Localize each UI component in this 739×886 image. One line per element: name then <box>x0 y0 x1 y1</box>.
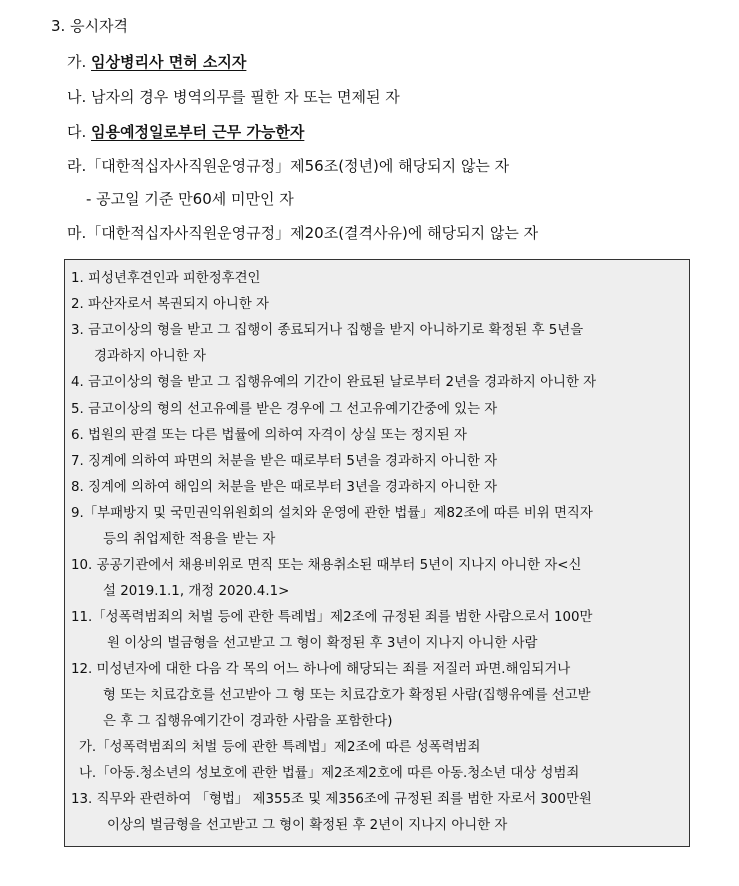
item-da-prefix: 다. <box>67 123 92 141</box>
box-line: 10. 공공기관에서 채용비위로 면직 또는 채용취소된 때부터 5년이 지나지 아니한 자<신 <box>71 558 582 573</box>
box-line: 형 또는 치료감호를 선고받아 그 형 또는 치료감호가 확정된 사람(집행유예를 선고받 <box>103 688 591 703</box>
item-ga <box>67 53 246 71</box>
section-title: 3. 응시자격 <box>51 17 129 35</box>
box-line: 설 2019.1.1, 개정 2020.4.1> <box>103 584 290 599</box>
box-line: 등의 취업제한 적용을 받는 자 <box>103 532 276 547</box>
box-line: 1. 피성년후견인과 피한정후견인 <box>71 271 261 286</box>
item-ma: 마.「대한적십자사직원운영규정」제20조(결격사유)에 해당되지 않는 자 <box>67 224 539 242</box>
box-line: 3. 금고이상의 형을 받고 그 집행이 종료되거나 집행을 받지 아니하기로 확정된 후 5년을 <box>71 323 584 338</box>
box-line: 이상의 벌금형을 선고받고 그 형이 확정된 후 2년이 지나지 아니한 자 <box>107 818 508 833</box>
item-da-text: 임용예정일로부터 근무 가능한자 <box>91 123 305 141</box>
box-line: 은 후 그 집행유예기간이 경과한 사람을 포함한다) <box>103 714 393 729</box>
item-ra-sub: - 공고일 기준 만60세 미만인 자 <box>86 190 294 208</box>
box-line: 경과하지 아니한 자 <box>94 349 206 364</box>
box-line: 6. 법원의 판결 또는 다른 법률에 의하여 자격이 상실 또는 정지된 자 <box>71 428 467 443</box>
box-line: 9.「부패방지 및 국민권익위원회의 설치와 운영에 관한 법률」제82조에 따른 비위 면직자 <box>71 506 593 521</box>
box-line: 12. 미성년자에 대한 다음 각 목의 어느 하나에 해당되는 죄를 저질러 파면.해임되거나 <box>71 662 571 677</box>
box-line: 8. 징계에 의하여 해임의 처분을 받은 때로부터 3년을 경과하지 아니한 자 <box>71 480 498 495</box>
box-line: 11.「성폭력범죄의 처벌 등에 관한 특례법」제2조에 규정된 죄를 범한 사람으로서 100만 <box>71 610 593 625</box>
box-line: 4. 금고이상의 형을 받고 그 집행유예의 기간이 완료된 날로부터 2년을 경과하지 아니한 자 <box>71 375 597 390</box>
box-line: 나.「아동.청소년의 성보호에 관한 법률」제2조제2호에 따른 아동.청소년 대상 성범죄 <box>79 766 580 781</box>
item-ra: 라.「대한적십자사직원운영규정」제56조(정년)에 해당되지 않는 자 <box>67 157 510 175</box>
box-line: 13. 직무와 관련하여 「형법」 제355조 및 제356조에 규정된 죄를 범한 자로서 300만원 <box>71 792 592 807</box>
item-ga-text: 임상병리사 면허 소지자 <box>91 53 247 71</box>
box-line: 2. 파산자로서 복권되지 아니한 자 <box>71 297 269 312</box>
item-ga-prefix: 가. <box>67 53 92 71</box>
item-na: 나. 남자의 경우 병역의무를 필한 자 또는 면제된 자 <box>67 88 400 106</box>
box-line: 원 이상의 벌금형을 선고받고 그 형이 확정된 후 3년이 지나지 아니한 사람 <box>107 636 538 651</box>
item-da <box>67 123 304 141</box>
box-line: 가.「성폭력범죄의 처벌 등에 관한 특례법」제2조에 따른 성폭력범죄 <box>79 740 481 755</box>
box-line: 5. 금고이상의 형의 선고유예를 받은 경우에 그 선고유예기간중에 있는 자 <box>71 402 498 417</box>
box-line: 7. 징계에 의하여 파면의 처분을 받은 때로부터 5년을 경과하지 아니한 자 <box>71 454 498 469</box>
